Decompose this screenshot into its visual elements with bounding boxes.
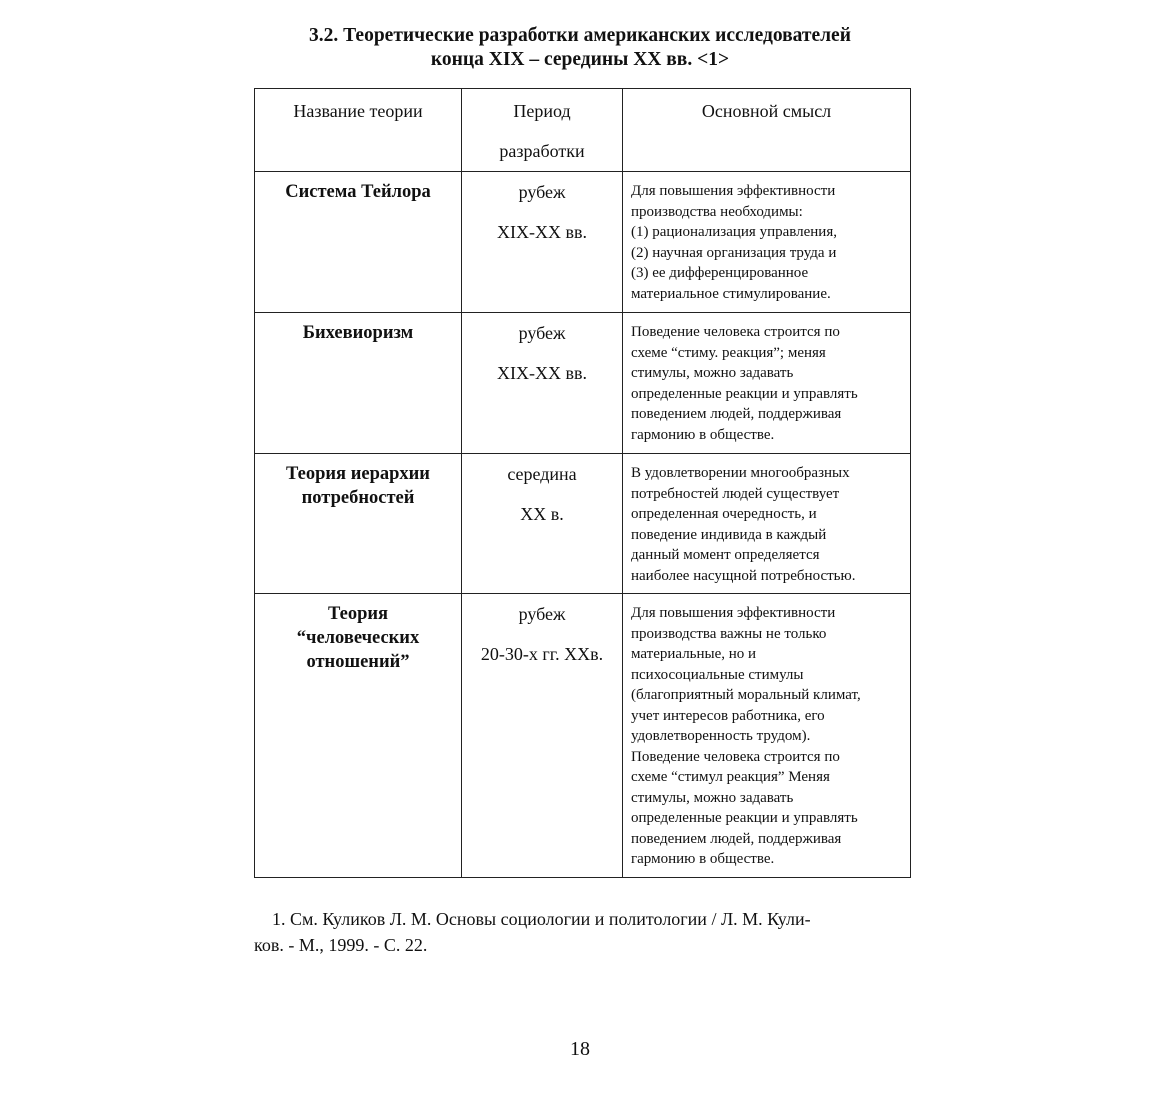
theory-name-cell [255,454,462,594]
table-row [255,454,911,594]
meaning-line: определенная очередность, и [631,506,817,522]
header-theory-name-label: Название теории [293,101,423,121]
meaning-line: учет интересов работника, его [631,707,825,724]
table-row [255,313,911,454]
period-cell [462,172,623,313]
table-row [255,594,911,878]
period-line: середина [507,464,577,484]
meaning-cell [623,454,911,594]
period-line: рубеж [518,604,566,624]
meaning-line: поведение индивида в каждый [631,526,827,543]
theories-table [254,88,911,878]
theory-name-line: “человеческих [296,628,420,648]
period-line: XIX-XX вв. [497,222,587,242]
meaning-line: В удовлетворении многообразных [631,465,850,481]
meaning-line: Для повышения эффективности [631,605,836,621]
meaning-line: схеме “стимул реакция” Меняя [631,769,830,785]
meaning-line: удовлетворенность трудом). [631,728,811,744]
table-header-row [255,89,911,172]
theory-name-line: Бихевиоризм [302,323,414,343]
meaning-line: стимулы, можно задавать [631,365,794,381]
meaning-line: определенные реакции и управлять [631,810,858,826]
meaning-cell [623,172,911,313]
meaning-cell [623,594,911,878]
table-row [255,172,911,313]
title-line-2: конца XIX – середины XX вв. <1> [430,49,730,70]
meaning-cell [623,313,911,454]
theory-name-line: Система Тейлора [285,182,431,202]
meaning-line: (3) ее дифференцированное [631,265,809,281]
theory-name-line: отношений” [306,652,410,672]
page-number: 18 [570,1038,590,1060]
page-title [180,24,980,72]
meaning-line: гармонию в обществе. [631,426,775,443]
theory-name-line: потребностей [301,488,415,508]
period-cell [462,594,623,878]
footnote-line-1: 1. См. Куликов Л. М. Основы социологии и политологии / Л. М. Кули- [272,909,811,929]
meaning-line: поведением людей, поддерживая [631,830,842,847]
period-line: XIX-XX вв. [497,363,587,383]
meaning-line: схеме “стиму. реакция”; меняя [631,344,826,361]
header-meaning [623,89,911,172]
period-line: рубеж [518,323,566,343]
meaning-line: производства необходимы: [631,203,803,220]
meaning-line: Поведение человека строится по [631,748,840,765]
meaning-line: психосоциальные стимулы [631,666,804,683]
theory-name-line: Теория иерархии [286,464,430,484]
period-line: рубеж [518,182,566,202]
footnote-line-2: ков. - М., 1999. - С. 22. [254,935,428,955]
theory-name-cell [255,594,462,878]
meaning-line: материальные, но и [631,646,757,662]
header-period-line-2: разработки [499,141,585,161]
meaning-line: (2) научная организация труда и [631,244,837,261]
header-theory-name [255,89,462,172]
meaning-line: производства важны не только [631,625,827,642]
meaning-line: материальное стимулирование. [631,285,831,302]
title-line-1: 3.2. Теоретические разработки американских исследователей [309,25,851,46]
meaning-line: Поведение человека строится по [631,324,840,340]
meaning-line: наиболее насущной потребностью. [631,567,856,584]
meaning-line: Для повышения эффективности [631,183,836,199]
meaning-line: потребностей людей существует [631,485,840,502]
meaning-line: поведением людей, поддерживая [631,406,842,422]
header-period-line-1: Период [513,101,571,121]
header-period [462,89,623,172]
period-cell [462,313,623,454]
period-line: XX в. [520,504,564,524]
theory-name-cell [255,313,462,454]
period-cell [462,454,623,594]
footnote [254,906,914,958]
meaning-line: (благоприятный моральный климат, [631,687,861,703]
header-meaning-label: Основной смысл [701,101,832,121]
meaning-line: определенные реакции и управлять [631,385,858,402]
meaning-line: стимулы, можно задавать [631,789,794,806]
meaning-line: (1) рационализация управления, [631,224,837,240]
theory-name-cell [255,172,462,313]
meaning-line: данный момент определяется [631,547,820,563]
meaning-line: гармонию в обществе. [631,851,775,867]
period-line: 20-30-х гг. XXв. [480,644,604,664]
theory-name-line: Теория [327,604,389,624]
